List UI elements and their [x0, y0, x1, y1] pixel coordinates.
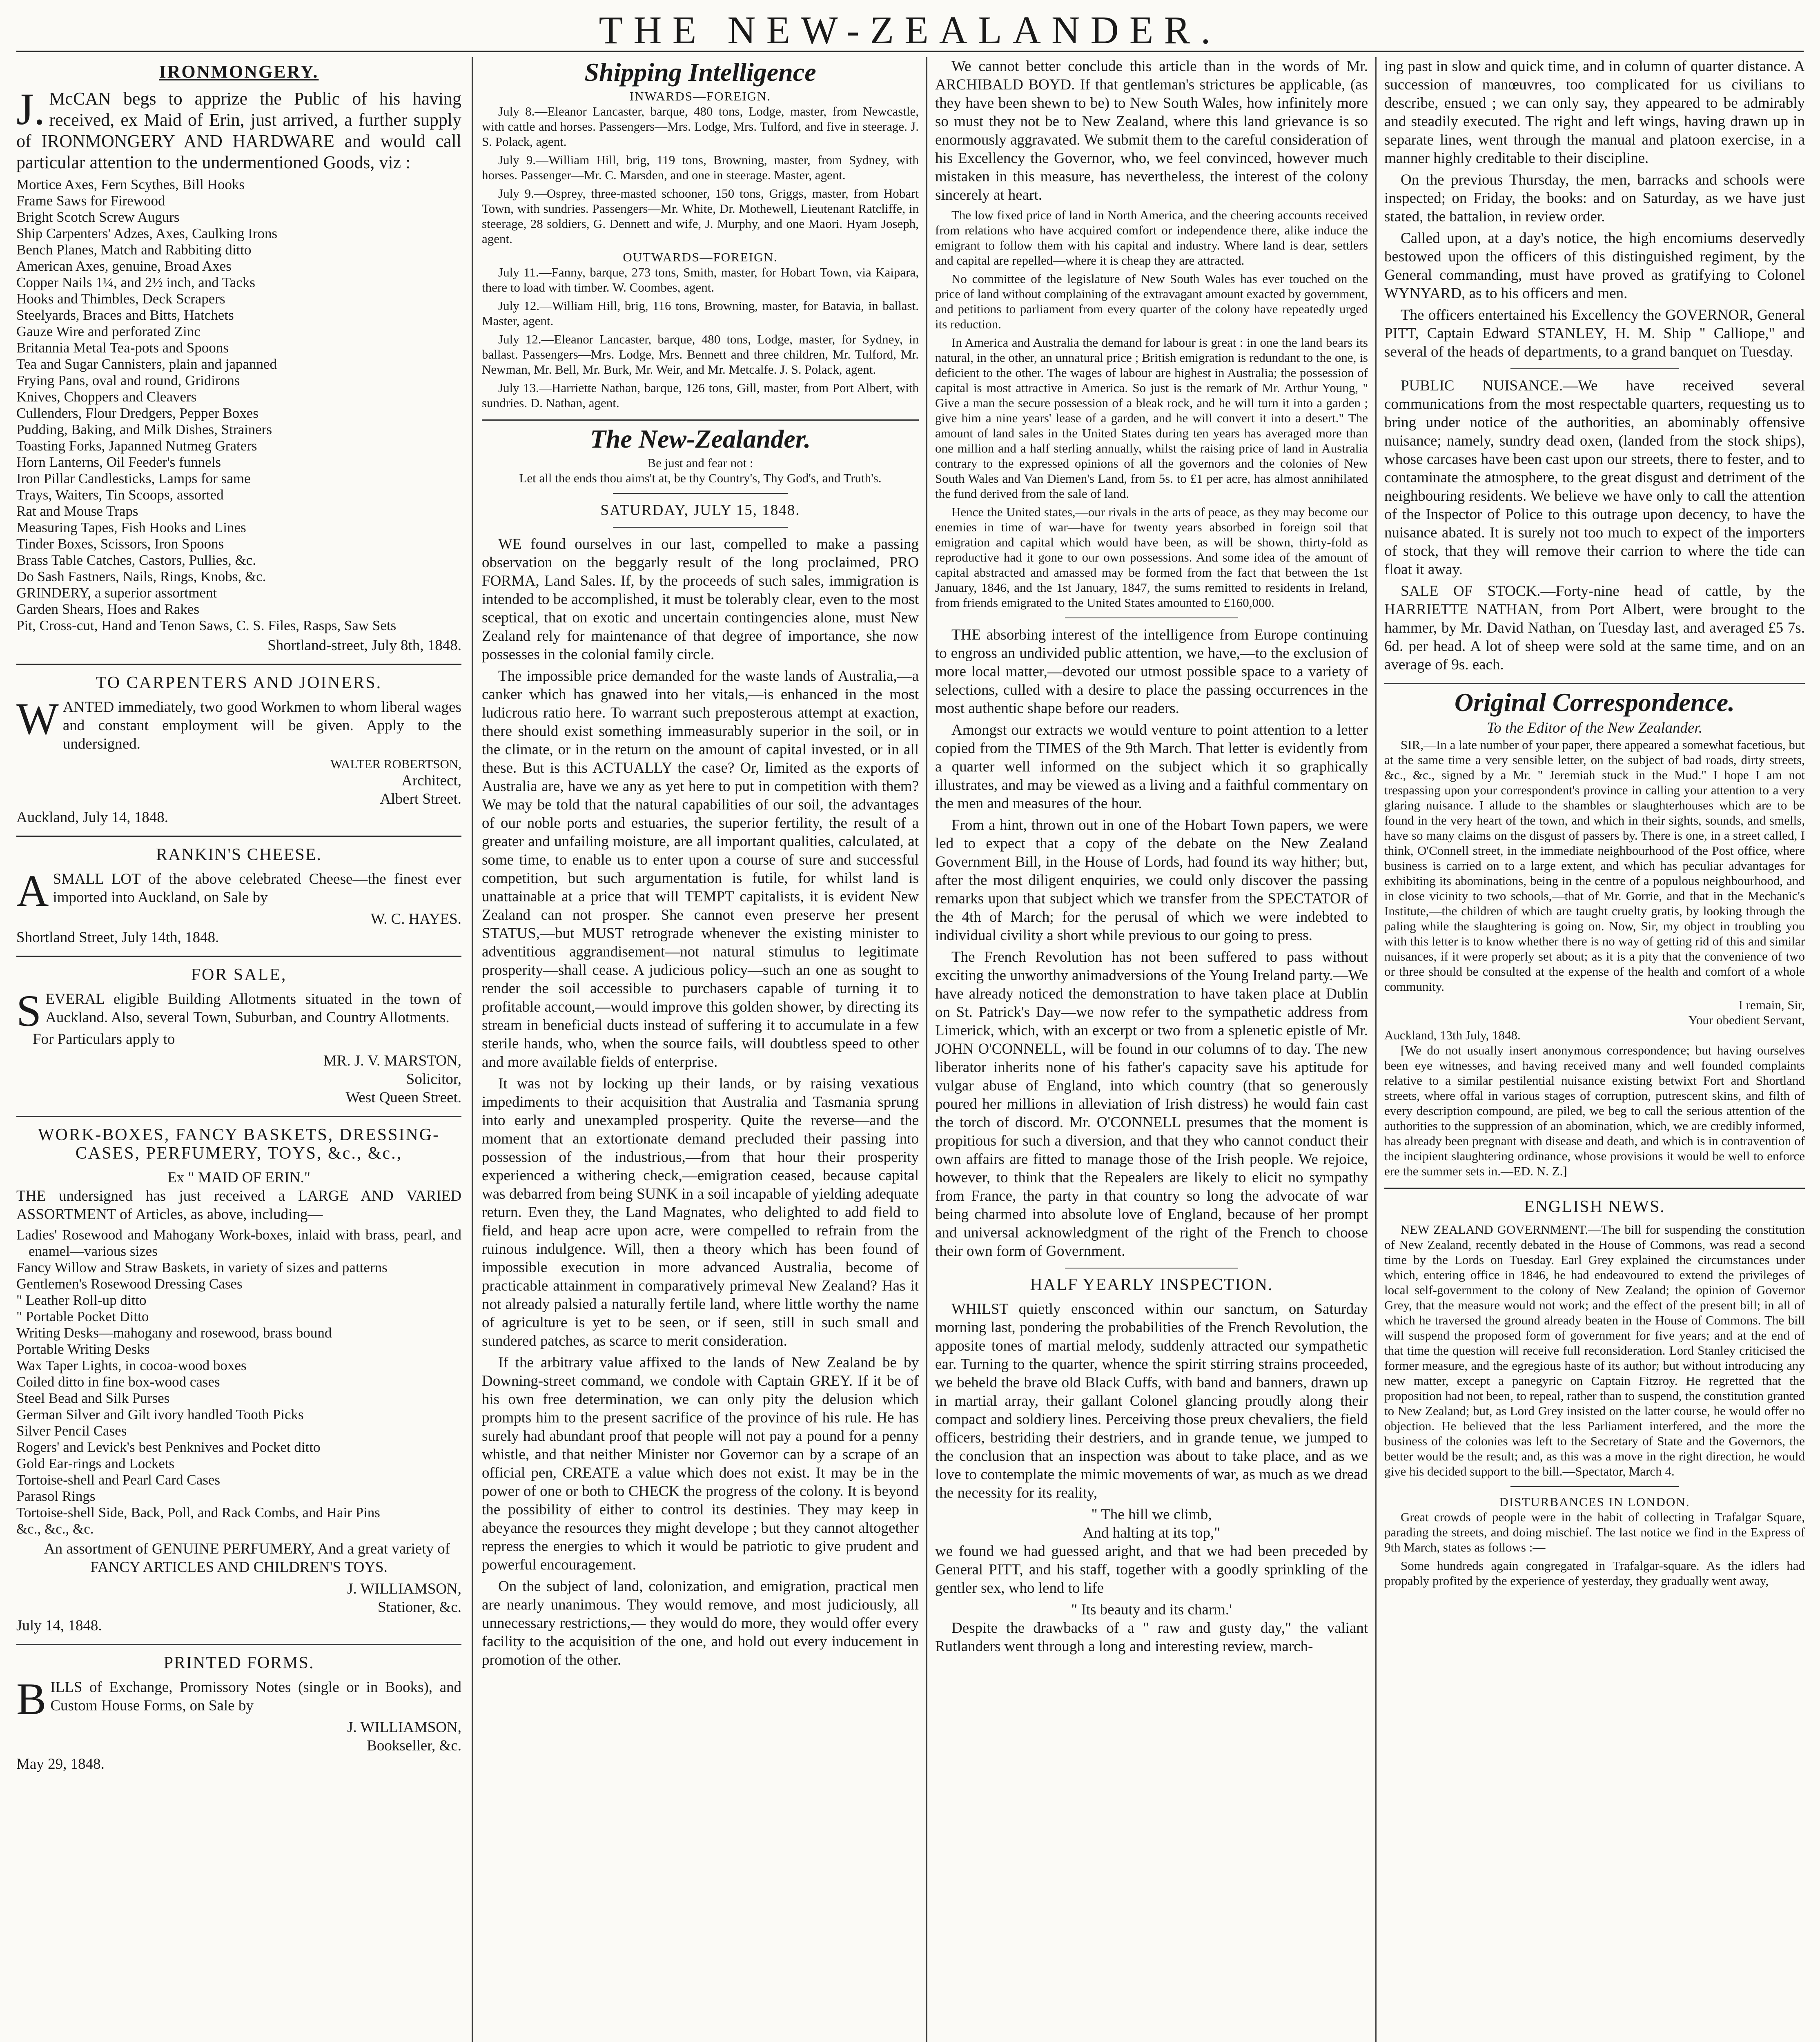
ironmongery-item: Do Sash Fastners, Nails, Rings, Knobs, &c. [16, 568, 266, 584]
carpenters-signature-title: Architect, [401, 772, 461, 789]
cheese-date: Shortland Street, July 14th, 1848. [16, 929, 219, 946]
editorial-paragraph: WE found ourselves in our last, compelled to make a passing observation on the beggarly result of the long proclaimed, PRO FORMA, Land Sales. If, by the proceeds of such sales, immigration is intended to be accomplished, it must be tolerably clear, even to the most sceptical, that on exotic and uncertain contingencies alone, must New Zealand rely for maintenance of that degree of importance, she now possesses in the colonial family circle. [482, 536, 919, 663]
divider [1384, 683, 1805, 684]
carpenters-signature: WALTER ROBERTSON, [330, 757, 461, 771]
ironmongery-item: Rat and Mouse Traps [16, 503, 138, 519]
work-boxes-item: Tortoise-shell Side, Back, Poll, and Rack Combs, and Hair Pins [16, 1505, 380, 1520]
editorial-paragraph: It was not by locking up their lands, or by raising vexatious impediments to their acquisition that Australia and Tasmania sprung into early and unexampled prosperity. Quite the reverse—and the moment that an extortionate demand precluded their passing into possession of the industrious,—from that hour their prosperity experienced a withering check,—emigration ceased, because capital was debarred from being SUNK in a soil incapable of yielding adequate return. Even they, the Land Magnates, who delighted to add field to field, and heap acre upon acre, were compelled to refrain from the ruinous indulgence. Will, then a theory which has been found of impossible execution in more advanced Australia, become of practicable attainment in comparatively primeval New Zealand? Has it not already palsied a naturally fertile land, where little worthy the name of agriculture is yet to be seen, or if seen, still in such small and sundered patches, as scarce to merit consideration. [482, 1075, 919, 1349]
divider [482, 419, 919, 421]
ironmongery-item: Bench Planes, Match and Rabbiting ditto [16, 242, 252, 258]
verse-line: " The hill we climb, [1091, 1506, 1212, 1523]
sale-body: SEVERAL eligible Building Allotments situated in the town of Auckland. Also, several Town, Suburban, and Country Allotments. [16, 986, 461, 1036]
inward-shipping-entry: July 9.—William Hill, brig, 119 tons, Browning, master, from Sydney, with horses. Passenger—Mr. C. Marsden, and one in steerage. Master, agent. [482, 153, 919, 182]
work-boxes-date: July 14, 1848. [16, 1617, 102, 1634]
ironmongery-heading: IRONMONGERY. [159, 62, 319, 82]
ironmongery-item: Brass Table Catches, Castors, Pullies, &c. [16, 552, 256, 568]
work-boxes-intro: THE undersigned has just received a LARGE AND VARIED ASSORTMENT of Articles, as above, including— [16, 1188, 461, 1223]
work-boxes-item: Tortoise-shell and Pearl Card Cases [16, 1472, 221, 1488]
ironmongery-item: Tinder Boxes, Scissors, Iron Spoons [16, 536, 224, 552]
ironmongery-item: Pudding, Baking, and Milk Dishes, Strainers [16, 421, 272, 437]
masthead-rule [16, 51, 1804, 52]
ironmongery-item: Toasting Forks, Japanned Nutmeg Graters [16, 438, 257, 454]
work-boxes-item: Wax Taper Lights, in cocoa-wood boxes [16, 1358, 247, 1373]
work-boxes-item: Silver Pencil Cases [16, 1423, 127, 1439]
work-boxes-heading: WORK-BOXES, FANCY BASKETS, DRESSING-CASES, PERFUMERY, TOYS, &c., &c., [38, 1126, 440, 1163]
carpenters-date: Auckland, July 14, 1848. [16, 809, 169, 826]
quote-paragraph: No committee of the legislature of New South Wales has ever touched on the price of land without complaining of the extravagant amount exacted by government, and petitions to parliament from every quarter of the colony have repeatedly urged its reduction. [935, 272, 1368, 331]
printed-forms-date: May 29, 1848. [16, 1756, 105, 1772]
work-boxes-item: Gold Ear-rings and Lockets [16, 1456, 175, 1471]
work-boxes-signature: J. WILLIAMSON, [347, 1581, 461, 1597]
quote-paragraph: In America and Australia the demand for labour is great : in one the land bears its natural, in the other, an unnatural price ; British emigration is redundant to the one, is deficient to the other. The wages of labour are highest in Australia; the possession of capital is most attractive in America. So just is the remark of Mr. Arthur Young, " Give a man the secure possession of a bleak rock, and he will turn it into a garden ; give him a nine years' lease of a garden, and he will convert it into a desert." The amount of land sales in the United States during ten years has averaged more than one million and a half sterling annually, whilst the raising price of land in Australia contrary to the expressed opinions of all the governors and the colonies of New South Wales and Van Diemen's Land, from 5s. to £1 per acre, has almost annihilated the fund derived from the sale of land. [935, 335, 1368, 501]
carpenters-body: WANTED immediately, two good Workmen to whom liberal wages and constant employment will be given. Apply to the undersigned. [16, 694, 461, 752]
ironmongery-item: Garden Shears, Hoes and Rakes [16, 601, 200, 617]
correspondence-signoff: Your obedient Servant, [1688, 1013, 1805, 1027]
paper-title: The New-Zealander. [590, 424, 811, 453]
divider [613, 493, 788, 494]
work-boxes-signature-title: Stationer, &c. [377, 1599, 461, 1616]
divider [1384, 1188, 1805, 1189]
work-boxes-item: Ladies' Rosewood and Mahogany Work-boxes, inlaid with brass, pearl, and enamel—various sizes [16, 1227, 461, 1259]
work-boxes-item: Gentlemen's Rosewood Dressing Cases [16, 1276, 243, 1292]
editorial-paragraph: If the arbitrary value affixed to the lands of New Zealand be by Downing-street command, we condole with Captain GREY. If it be of his own free determination, we can only pity the delusion which prompts him to the present sacrifice of the province of his rule. He has surely had abundant proof that people will not pay a pound for a penny whistle, and that neither Minister nor Governor can by a scrape of an official pen, CREATE a value which does not exist. It may be in the power of one or both to CHECK the progress of the colony. It is beyond the possibility of either to control its destinies. They may keep in abeyance the resources they might develope ; but they cannot altogether repress the energies to which it would be patriotic to give prudent and powerful encouragement. [482, 1354, 919, 1573]
shipping-heading: Shipping Intelligence [584, 58, 816, 87]
work-boxes-item: Fancy Willow and Straw Baskets, in variety of sizes and patterns [16, 1260, 388, 1275]
work-boxes-item: Steel Bead and Silk Purses [16, 1390, 170, 1406]
inwards-heading: INWARDS—FOREIGN. [629, 89, 771, 103]
outward-shipping-entry: July 12.—Eleanor Lancaster, barque, 480 tons, Lodge, master, for Sydney, in ballast. Passengers—Mrs. Lodge, Mrs. Bennett and three children, Mr. Tulford, Mr. Newman, Mr. Bell, Mr. Burk, Mr. Weir, and Mr. Metcalfe. J. S. Polack, agent. [482, 332, 919, 377]
printed-forms-heading: PRINTED FORMS. [163, 1654, 314, 1672]
correspondence-date: Auckland, 13th July, 1848. [1384, 1028, 1521, 1042]
quote-paragraph: Hence the United states,—our rivals in the arts of peace, as they may become our enemies in time of war—have for twenty years absorbed in foreign soil that emigration and capital which would have been, as will be shown, thirty-fold as reproductive had it gone to our own possessions. And some idea of the amount of capital abstracted and amassed may be formed from the fact that between the 1st January, 1846, and the 1st January, 1847, the sums remitted to residents in Ireland, from friends emigrated to the United States amounted to £160,000. [935, 505, 1368, 610]
column-4 [1384, 57, 1805, 2042]
work-boxes-item: Portable Writing Desks [16, 1341, 150, 1357]
column-1 [16, 57, 461, 2042]
french-revolution: The French Revolution has not been suffered to pass without exciting the unworthy animadversions of the Young Ireland party.—We have already noticed the demonstration to have taken place at Dublin on St. Patrick's Day—we now refer to the sympathetic address from Limerick, which, with an excerpt or two from a splenetic epistle of Mr. JOHN O'CONNELL, will be found in our columns of to day. The new liberator inherits none of his father's capacity save his aptitude for vulgar abuse of England, into which country (that so generously poured her millions in alleviation of Irish distress) he would fain cast the torch of discord. Mr. O'CONNELL presumes that the moment is propitious for such a diversion, and that they who cannot conduct their own affairs are fitted to manage those of the Irish people. We rejoice, however, to think that the Repealers are likely to elicit no sympathy from France, the party in that country so long the advocate of war being charmed into absolute love of England, because of her prompt and universal acknowledgment of the right of the French to choose their own form of Government. [935, 949, 1368, 1260]
verse-line: And halting at its top," [1083, 1525, 1221, 1541]
motto-line-1: Be just and fear not : [647, 456, 753, 470]
work-boxes-item: German Silver and Gilt ivory handled Tooth Picks [16, 1407, 304, 1422]
sale-heading: FOR SALE, [191, 965, 287, 984]
cheese-signature: W. C. HAYES. [370, 911, 461, 927]
inspection-body-continued: we found we had guessed aright, and that we had been preceded by General PITT, and his staff, together with a goodly sprinkling of the gentler sex, who lend to life [935, 1543, 1368, 1596]
ironmongery-date: Shortland-street, July 8th, 1848. [267, 637, 461, 654]
disturbances-heading: DISTURBANCES IN LONDON. [1499, 1495, 1690, 1509]
divider [613, 527, 788, 528]
english-news-heading: ENGLISH NEWS. [1524, 1197, 1665, 1216]
work-boxes-item: &c., &c., &c. [16, 1521, 94, 1537]
divider [16, 1644, 461, 1645]
work-boxes-item: Rogers' and Levick's best Penknives and Pocket ditto [16, 1439, 321, 1455]
sale-signature: MR. J. V. MARSTON, [323, 1052, 461, 1069]
inspection-thursday: On the previous Thursday, the men, barracks and schools were inspected; on Friday, the books: and on Saturday, as we have just stated, the battalion, in review order. [1384, 172, 1805, 225]
inspection-banquet: The officers entertained his Excellency the GOVERNOR, General PITT, Captain Edward STANLEY, H. M. Ship " Calliope," and several of the heads of departments, to a grand banquet on Tuesday. [1384, 307, 1805, 360]
cheese-body: ASMALL LOT of the above celebrated Cheese—the finest ever imported into Auckland, on Sale by [16, 866, 461, 916]
ironmongery-item: Gauze Wire and perforated Zinc [16, 323, 200, 339]
inspection-continued: ing past in slow and quick time, and in column of quarter distance. A succession of manœuvres, too complicated for us civilians to describe, ensued ; we can only say, they appeared to be admirably and steadily executed. The right and left wings, having drawn up in separate lines, went through the manual and platoon exercise, in a manner highly creditable to their discipline. [1384, 58, 1805, 167]
ironmongery-item: Copper Nails 1¼, and 2½ inch, and Tacks [16, 274, 255, 290]
disturbances-body-continued: Some hundreds again congregated in Trafalgar-square. As the idlers had propably profited by the experience of yesterday, they gradually went away, [1384, 1558, 1805, 1588]
disturbances-body: Great crowds of people were in the habit of collecting in Trafalgar Square, parading the streets, and doing mischief. The last notice we find in the Express of 9th March, states as follows :— [1384, 1510, 1805, 1554]
carpenters-heading: TO CARPENTERS AND JOINERS. [96, 673, 382, 692]
column-rule [472, 57, 473, 2042]
column-2 [482, 57, 919, 2042]
ironmongery-item: Hooks and Thimbles, Deck Scrapers [16, 291, 225, 307]
outward-shipping-entry: July 11.—Fanny, barque, 273 tons, Smith, master, for Hobart Town, via Kaipara, there to load with timber. W. Coombes, agent. [482, 265, 919, 294]
sale-particulars: For Particulars apply to [33, 1031, 175, 1048]
ironmongery-item: Steelyards, Braces and Bitts, Hatchets [16, 307, 234, 323]
printed-forms-signature-title: Bookseller, &c. [367, 1737, 461, 1754]
work-boxes-item: " Portable Pocket Ditto [16, 1309, 149, 1324]
divider [1510, 368, 1679, 369]
ironmongery-item: Cullenders, Flour Dredgers, Pepper Boxes [16, 405, 258, 421]
ironmongery-item: Ship Carpenters' Adzes, Axes, Caulking Irons [16, 225, 278, 241]
ironmongery-item: American Axes, genuine, Broad Axes [16, 258, 232, 274]
ironmongery-item: Frame Saws for Firewood [16, 193, 165, 209]
inspection-body: WHILST quietly ensconced within our sanctum, on Saturday morning last, pondering the probabilities of the French Revolution, the apposite tones of martial melody, suddenly attracted our sympathetic ear. Turning to the quarter, whence the spirit stirring strains proceeded, we beheld the brave old Black Cuffs, with band and banners, drawn up in martial array, their gallant Colonel glancing proudly along their compact and soldiery lines. Perceiving those preux chevaliers, the field officers, bestriding their destriers, and in grande tenue, we jumped to the conclusion that an inspection was about to take place, and as we love to contemplate the mimic movements of war, as much as we dread the necessity for its reality, [935, 1301, 1368, 1501]
work-boxes-item: Writing Desks—mahogany and rosewood, brass bound [16, 1325, 332, 1341]
editorial-paragraph: On the subject of land, colonization, and emigration, practical men are nearly unanimous. They would remove, and most judiciously, all unnecessary restrictions,— they would do more, they would offer every facility to the acquisition of the one, and hold out every inducement in promotion of the other. [482, 1578, 919, 1668]
divider [16, 664, 461, 665]
sale-signature-address: West Queen Street. [345, 1089, 461, 1106]
correspondence-signoff: I remain, Sir, [1738, 998, 1805, 1012]
editor-note: [We do not usually insert anonymous correspondence; but having ourselves been eye witnesses, and having received many and well founded complaints relative to a similar pestilential nuisance existing betwixt Fort and Shortland streets, where offal in various stages of corruption, putrescent skins, and filth of every description compound, are piled, we beg to call the serious attention of the authorities to the suppression of an abomination, which, we are credibly informed, has already been pregnant with disease and death, and which is in contravention of the incipient slaughtering ordinance, whose provisions it would be well to enforce ere the summer sets in.—ED. N. Z.] [1384, 1043, 1805, 1178]
verse-line: " Its beauty and its charm.' [1071, 1601, 1232, 1618]
printed-forms-signature: J. WILLIAMSON, [347, 1719, 461, 1736]
work-boxes-item: Parasol Rings [16, 1488, 96, 1504]
column-rule [1375, 57, 1377, 2042]
perfumery-note: An assortment of GENUINE PERFUMERY, And a great variety of FANCY ARTICLES AND CHILDREN'S TOYS. [44, 1540, 450, 1576]
work-boxes-item: Coiled ditto in fine box-wood cases [16, 1374, 220, 1390]
outward-shipping-entry: July 12.—William Hill, brig, 116 tons, Browning, master, for Batavia, in ballast. Master, agent. [482, 299, 919, 328]
divider [16, 836, 461, 837]
ironmongery-item: Frying Pans, oval and round, Gridirons [16, 372, 240, 388]
inward-shipping-entry: July 9.—Osprey, three-masted schooner, 150 tons, Griggs, master, from Hobart Town, with sundries. Passengers—Mr. White, Dr. Mothewell, Lieutenant Ratcliffe, in steerage, 28 soldiers, G. Dennett and wife, J. Murphy, and one Maori. Hyam Joseph, agent. [482, 186, 919, 246]
ironmongery-item: Horn Lanterns, Oil Feeder's funnels [16, 454, 221, 470]
english-news-body: NEW ZEALAND GOVERNMENT.—The bill for suspending the constitution of New Zealand, recently debated in the House of Commons, was read a second time by the Lords on Tuesday. Earl Grey explained the circumstances under which, entering office in 1846, he had endeavoured to extend the privileges of local self-government to the colony of New Zealand; the opinion of Governor Grey, that the measure would not work; and the effect of the present bill; in all of which he traversed the ground already beaten in the House of Commons. The bill will suspend the proposed form of government for five years; and at the end of that time the question will receive full reconsideration. Lord Stanley criticised the former measure, and the egregious haste of its author; but without introducing any new matter, except a panegyric on Captain Fitzroy. He regretted that the proposition had not been, to repeal, rather than to suspend, the constitution granted to New Zealand; but, as Lord Grey insisted on the latter course, he would offer no objection. He believed that the less Parliament interfered, and the more the business of the colonies was left to the Secretary of State and the Governors, the better would be the result; and, as this was a move in the right direction, he would give his decided support to the bill.—Spectator, March 4. [1384, 1222, 1805, 1478]
outwards-list [482, 265, 919, 410]
correspondence-letter: SIR,—In a late number of your paper, there appeared a somewhat facetious, but at the same time a very sensible letter, on the subject of bad roads, dirty streets, &c., &c., signed by a Mr. " Jeremiah stuck in the Mud." I hope I am not trespassing upon your correspondent's province in calling your attention to a very glaring nuisance. I allude to the shambles or slaughterhouses which are to be found in the very heart of the town, and which in their sights, sounds, and smells, have so many claims on the disgust of passers by. There is one, in a street called, I think, O'Connell street, in the immediate neighbourhood of the Post office, where business is carried on to a large extent, and which has peculiar advantages for exhibiting its abominations, being in the centre of a populous neighbourhood, and in close vicinity to two schools,—that of Mr. Gorrie, and that in the Mechanic's Institute,—the children of which are taught cruelty gratis, by looking through the paling while the slaughtering is going on. Now, Sir, my object in troubling you with this letter is to know whether there is no way of getting rid of this and similar nuisances, if it were properly set about; as it is a pity that the convenience of two or three should be consulted at the expense of the health and comfort of a whole community. [1384, 738, 1805, 994]
ironmongery-intro: J.McCAN begs to apprize the Public of his having received, ex Maid of Erin, just arrived, a further supply of IRONMONGERY AND HARDWARE and would call particular attention to the undermentioned Goods, viz : [16, 84, 461, 172]
correspondence-heading: Original Correspondence. [1454, 688, 1735, 717]
editorial [482, 535, 919, 1669]
inwards-list [482, 104, 919, 246]
ironmongery-item: Knives, Choppers and Cleavers [16, 389, 197, 405]
sale-signature-title: Solicitor, [406, 1071, 461, 1088]
sale-of-stock: SALE OF STOCK.—Forty-nine head of cattle, by the HARRIETTE NATHAN, from Port Albert, were brought to the hammer, by Mr. David Nathan, on Tuesday last, and averaged £5 7s. 6d. per head. A lot of sheep were sold at the same time, and on an average of 9s. each. [1384, 583, 1805, 673]
work-boxes-list [16, 1227, 461, 1537]
inspection-heading: HALF YEARLY INSPECTION. [1030, 1275, 1273, 1294]
inward-shipping-entry: July 8.—Eleanor Lancaster, barque, 480 tons, Lodge, master, from Newcastle, with cattle and horses. Passengers—Mrs. Lodge, Mrs. Tulford, and five in steerage. J. S. Polack, agent. [482, 104, 919, 149]
divider [16, 1116, 461, 1117]
column-rule [926, 57, 927, 2042]
masthead-title: THE NEW-ZEALANDER. [599, 8, 1221, 52]
ironmongery-item: GRINDERY, a superior assortment [16, 585, 217, 601]
ironmongery-item: Bright Scotch Screw Augurs [16, 209, 180, 225]
inspection-encomiums: Called upon, at a day's notice, the high encomiums deservedly bestowed upon the officers of this distinguished regiment, by the General commanding, must have proved as gratifying to Colonel WYNYARD, as to his officers and men. [1384, 230, 1805, 302]
ironmongery-item: Iron Pillar Candlesticks, Lamps for same [16, 470, 251, 486]
ironmongery-list [16, 176, 461, 634]
hobart-papers: From a hint, thrown out in one of the Hobart Town papers, we were led to expect that a copy of the debate on the New Zealand Government Bill, in the House of Lords, had found its way hither; but, after the most diligent enquiries, we could only discover the passing remarks upon that subject which we transfer from the SPECTATOR of the 4th of March; for the perusal of which we were indebted to individual civility a short while previous to our going to press. [935, 817, 1368, 944]
europe-intelligence: THE absorbing interest of the intelligence from Europe continuing to engross an undivided public attention, we have,—to the exclusion of more local matter,—devoted our utmost possible space to a variety of selections, culled with a desire to place the passing occurrences in the most authentic shape before our readers. [935, 626, 1368, 717]
carpenters-signature-address: Albert Street. [380, 791, 461, 807]
printed-forms-body: BILLS of Exchange, Promissory Notes (single or in Books), and Custom House Forms, on Sale by [16, 1674, 461, 1724]
work-boxes-item: " Leather Roll-up ditto [16, 1292, 147, 1308]
column-3 [935, 57, 1368, 2042]
public-nuisance: PUBLIC NUISANCE.—We have received several communications from the most respectable quarters, requesting us to bring under notice of the authorities, an abominably offensive nuisance; namely, sundry dead oxen, (landed from the stock ships), whose carcases have been cast upon our streets, there to fester, and to contaminate the atmosphere, to the great disgust and detriment of the neighbouring residents. We believe we have only to call the attention of the Inspector of Police to this outrage upon decency, to have the nuisance abated. It is surely not too much to expect of the importers of stock, that they will remove their carrion to where the tide can float it away. [1384, 377, 1805, 578]
boyd-quote [935, 207, 1368, 610]
outwards-heading: OUTWARDS—FOREIGN. [623, 250, 778, 264]
divider [16, 956, 461, 957]
outward-shipping-entry: July 13.—Harriette Nathan, barque, 126 tons, Gill, master, from Port Albert, with sundries. D. Nathan, agent. [482, 381, 919, 410]
work-boxes-subheading: Ex " MAID OF ERIN." [167, 1169, 310, 1186]
issue-date: SATURDAY, JULY 15, 1848. [600, 502, 800, 519]
editorial-conclusion: We cannot better conclude this article than in the words of Mr. ARCHIBALD BOYD. If that gentleman's strictures be applicable, (as they have been shewn to be) to New South Wales, how infinitely more so must they not be to New Zealand, where this land grievance is so enormously aggravated. We submit them to the careful consideration of his Excellency the Governor, who, we feel convinced, however much mistaken in this measure, has nevertheless, the interest of the colony sincerely at heart. [935, 58, 1368, 203]
ironmongery-item: Tea and Sugar Cannisters, plain and japanned [16, 356, 277, 372]
cheese-heading: RANKIN'S CHEESE. [156, 845, 322, 864]
quote-paragraph: The low fixed price of land in North America, and the cheering accounts received from relations who have acquired comfort or independence there, alike induce the emigrant to follow them with his capital and industry. Where land is dear, settlers and capital are repelled—where it is cheap they are attracted. [935, 208, 1368, 268]
ironmongery-item: Pit, Cross-cut, Hand and Tenon Saws, C. S. Files, Rasps, Saw Sets [16, 618, 397, 633]
ironmongery-item: Mortice Axes, Fern Scythes, Bill Hooks [16, 176, 245, 192]
ironmongery-item: Britannia Metal Tea-pots and Spoons [16, 340, 229, 356]
divider [1510, 1486, 1679, 1487]
masthead [0, 0, 1820, 52]
editorial-paragraph: The impossible price demanded for the waste lands of Australia,—a canker which has gnawed into her vitals,—is enhanced in the most ludicrous ratio here. To warrant such preposterous attempt at exaction, there should exist something immeasurably superior in the soil, or in the climate, or in the return on the amount of capital invested, or in all these. But is this ACTUALLY the case? Or, limited as the exports of Australia are, have we any as yet here to put in competition with them? We may be told that the natural capabilities of our soil, the advantages of our noble ports and estuaries, the superior fertility, the result of a greater and unfailing moisture, are all important qualities, calculated, at some time, to enable us to enter upon a course of sure and successful competition, but such argumentation is futile, for whilst land is unattainable at a price that will TEMPT capitalists, it is evident New Zealand can not prosper. She cannot even preserve her present STATUS,—but MUST retrograde whenever the existing minister to adventitious aggrandisement—not natural stimulus to legitimate prosperity—shall cease. A judicious policy—such an one as sought to render the soil accessible to purchasers capable of turning it to profitable account,—would improve this golden shower, by directing its stream in beneficial ducts instead of suffering it to accumulate in a few sterile hands, who, when the source fails, will doubtless speed to other and more available fields of enterprise. [482, 668, 919, 1070]
ironmongery-item: Measuring Tapes, Fish Hooks and Lines [16, 519, 246, 535]
correspondence-subheading: To the Editor of the New Zealander. [1487, 720, 1702, 736]
inspection-body-end: Despite the drawbacks of a " raw and gusty day," the valiant Rutlanders went through a long and interesting review, march- [935, 1620, 1368, 1655]
times-letter: Amongst our extracts we would venture to point attention to a letter copied from the TIMES of the 9th March. That letter is evidently from a quarter well informed on the subject which it so graphically illustrates, and may be viewed as a living and a faithful commentary on the men and measures of the hour. [935, 722, 1368, 812]
motto-line-2: Let all the ends thou aims't at, be thy Country's, Thy God's, and Truth's. [519, 471, 882, 485]
ironmongery-item: Trays, Waiters, Tin Scoops, assorted [16, 487, 224, 503]
